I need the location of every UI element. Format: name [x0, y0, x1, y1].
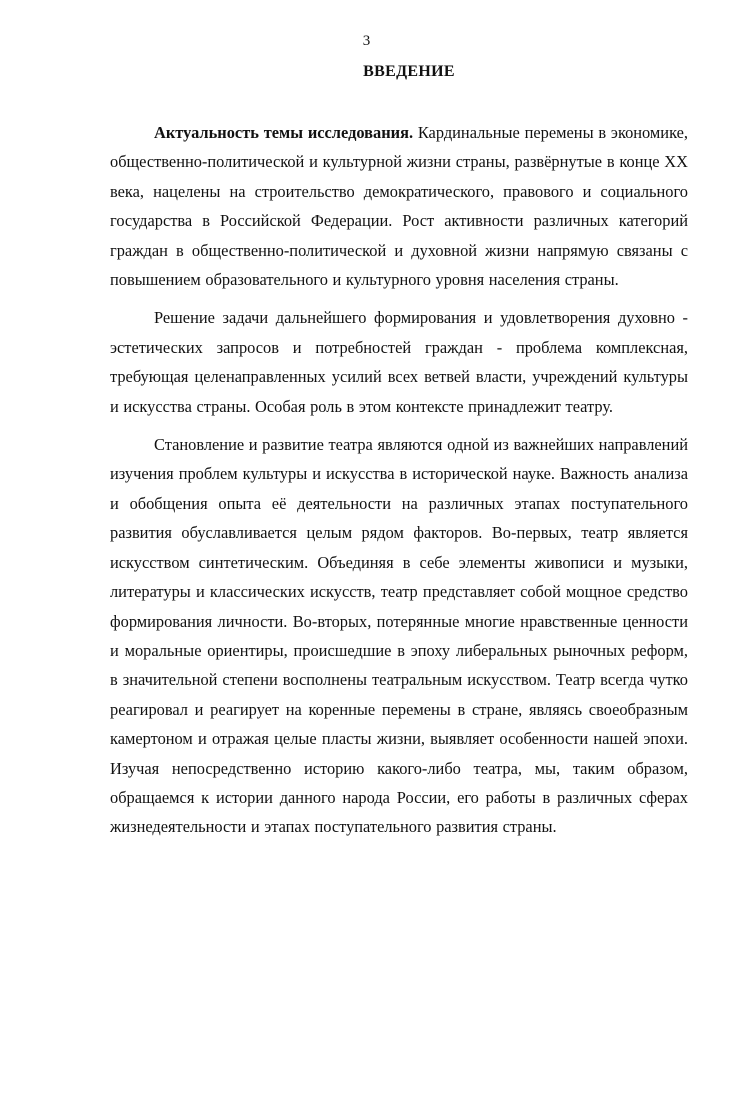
paragraph-task	[110, 303, 688, 421]
paragraph-text: Решение задачи дальнейшего формирования и удовлетворения духовно - эстетических запросов и потребностей граждан - проблема комплексная, требующая целенаправленных усилий всех ветвей власти, учреждений культуры и искусства страны. Особая роль в этом контексте принадлежит театру.	[110, 308, 688, 416]
section-heading: ВВЕДЕНИЕ	[363, 63, 455, 80]
paragraph-text: Кардинальные перемены в экономике, общественно-политической и культурной жизни страны, развёрнутые в конце XX века, нацелены на строительство демократического, правового и социального государства в Российской Федерации. Рост активности различных категорий граждан в общественно-политической и духовной жизни напрямую связаны с повышением образовательного и культурного уровня населения страны.	[110, 123, 688, 290]
paragraph-relevance	[110, 118, 688, 294]
paragraph-theatre-development	[110, 430, 688, 842]
body-text	[110, 118, 688, 851]
paragraph-text: Становление и развитие театра являются одной из важнейших направлений изучения проблем культуры и искусства в исторической науке. Важность анализа и обобщения опыта её деятельности на различных этапах поступательного развития обуславливается целым рядом факторов. Во-первых, театр является искусством синтетическим. Объединяя в себе элементы живописи и музыки, литературы и классических искусств, театр представляет собой мощное средство формирования личности. Во-вторых, потерянные многие нравственные ценности и моральные ориентиры, происшедшие в эпоху либеральных рыночных реформ, в значительной степени восполнены театральным искусством. Театр всегда чутко реагировал и реагирует на коренные перемены в стране, являясь своеобразным камертоном и отражая целые пласты жизни, выявляет особенности нашей эпохи. Изучая непосредственно историю какого-либо театра, мы, таким образом, обращаемся к истории данного народа России, его работы в различных сферах жизнедеятельности и этапах поступательного развития страны.	[110, 435, 688, 837]
page-number: 3	[362, 33, 371, 49]
paragraph-lead-bold: Актуальность темы исследования.	[154, 123, 414, 142]
